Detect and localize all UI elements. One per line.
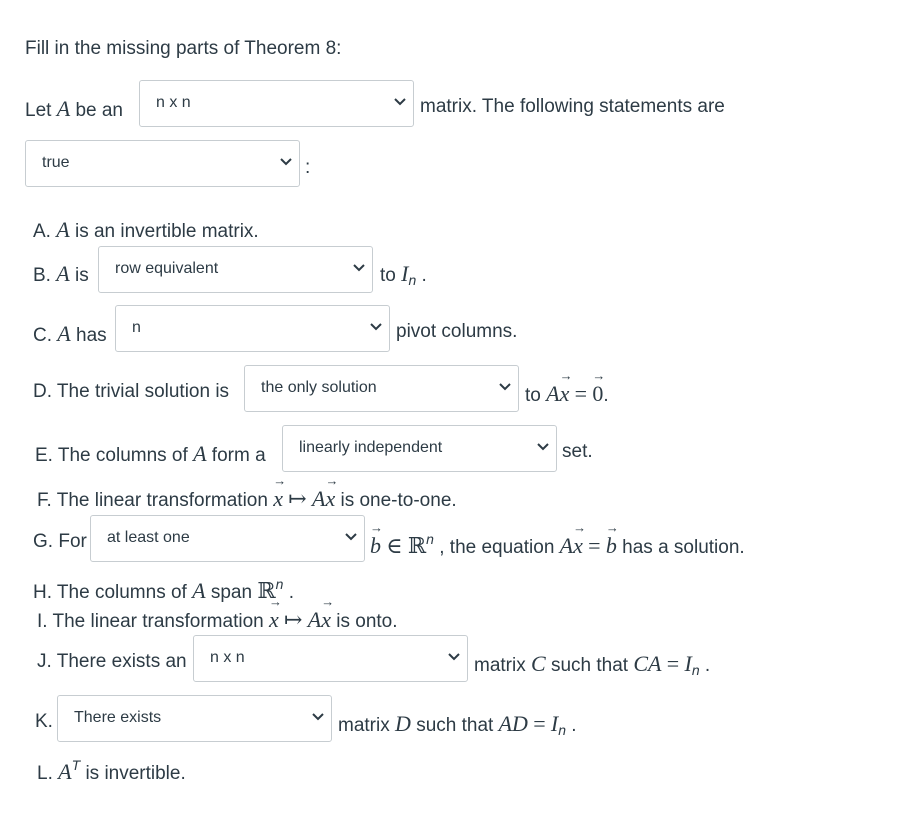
statement-k-after — [338, 711, 577, 738]
pivot-count-dropdown[interactable] — [115, 305, 390, 352]
statement-d-eq: = — [574, 381, 588, 406]
statement-f — [37, 486, 457, 512]
statement-f-x2: → x — [325, 486, 335, 512]
statement-e-after: set. — [562, 441, 593, 462]
statement-c-has: has — [76, 325, 107, 346]
statement-g-in: ∈ — [386, 533, 403, 558]
statement-l-after: is invertible. — [85, 763, 186, 784]
statement-j-prefix: J. There exists an — [37, 651, 187, 672]
statement-d-a: A — [546, 381, 560, 406]
statement-g-after — [370, 531, 745, 559]
quantifier-dropdown[interactable] — [90, 515, 365, 562]
truth-value: true — [42, 154, 70, 171]
statement-j-ca: CA — [633, 651, 662, 676]
statement-i — [37, 607, 398, 633]
row-equivalent-dropdown[interactable] — [98, 246, 373, 293]
statement-b-after — [380, 261, 427, 288]
statement-h-var: A — [192, 578, 206, 603]
statement-c-var: A — [57, 321, 71, 346]
chevron-down-icon — [279, 157, 293, 167]
statement-d-to: to — [525, 385, 541, 406]
statement-g-r: ℝ — [407, 533, 427, 558]
statement-k-d: D — [395, 711, 411, 736]
statement-b-is: is — [74, 265, 89, 286]
statement-d-after — [525, 381, 609, 407]
statement-j-i: I — [684, 651, 692, 676]
matrix-size-dropdown[interactable] — [139, 80, 414, 127]
statement-g-b2: → b — [606, 533, 617, 559]
truth-dropdown[interactable] — [25, 140, 300, 187]
quantifier-value: at least one — [107, 529, 190, 546]
statement-j-matrix: matrix — [474, 655, 526, 676]
intro-colon: : — [305, 157, 311, 178]
statement-i-after: is onto. — [336, 611, 398, 632]
statement-i-a: A — [307, 607, 322, 632]
statement-a-prefix: A. — [33, 221, 51, 242]
chevron-down-icon — [369, 322, 383, 332]
matrix-size-value: n x n — [156, 94, 191, 111]
statement-j-after — [474, 651, 710, 678]
chevron-down-icon — [352, 263, 366, 273]
statement-f-maps: ↦ — [288, 486, 307, 511]
statement-h-dot: . — [288, 582, 294, 603]
statement-k-dot: . — [571, 715, 577, 736]
statement-e — [35, 441, 266, 467]
intro-be-an: be an — [75, 100, 123, 121]
matrix-d-existence-value: There exists — [74, 709, 162, 726]
statement-b-to: to — [380, 265, 396, 286]
statement-j-such: such that — [550, 655, 629, 676]
statement-j-n: n — [691, 662, 700, 678]
statement-d-dot: . — [603, 385, 609, 406]
independence-value: linearly independent — [299, 439, 443, 456]
chevron-down-icon — [447, 652, 461, 662]
statement-f-after: is one-to-one. — [340, 490, 457, 511]
intro-after-matrix: matrix. The following statements are — [420, 96, 725, 117]
statement-d-zero: → 0 — [592, 381, 603, 407]
chevron-down-icon — [344, 532, 358, 542]
statement-j-eq: = — [666, 651, 680, 676]
statement-d-x: → x — [560, 381, 570, 407]
statement-e-var: A — [193, 441, 207, 466]
statement-k-ad: AD — [498, 711, 528, 736]
statement-b-i: I — [401, 261, 409, 286]
trivial-solution-dropdown[interactable] — [244, 365, 519, 412]
statement-b-var: A — [56, 261, 70, 286]
statement-k-such: such that — [416, 715, 494, 736]
statement-g-b: → b — [370, 533, 381, 559]
statement-k-matrix: matrix — [338, 715, 390, 736]
intro-let: Let — [25, 100, 52, 121]
statement-g-eq: = — [588, 533, 601, 558]
statement-g-text: has a solution. — [622, 537, 745, 558]
statement-a-var: A — [56, 217, 70, 242]
statement-b — [33, 261, 89, 287]
statement-b-dot: . — [421, 265, 427, 286]
statement-e-form: form a — [211, 445, 266, 466]
statement-e-prefix: E. The columns of — [35, 445, 188, 466]
statement-c — [33, 321, 107, 347]
statement-c-prefix: C. — [33, 325, 52, 346]
trivial-solution-value: the only solution — [261, 379, 377, 396]
intro-line — [25, 96, 123, 122]
statement-k-prefix: K. — [35, 711, 53, 732]
statement-h-prefix: H. The columns of — [33, 582, 187, 603]
statement-f-a: A — [311, 486, 326, 511]
independence-dropdown[interactable] — [282, 425, 557, 472]
statement-b-prefix: B. — [33, 265, 51, 286]
statement-k-n: n — [558, 722, 567, 738]
statement-a-text: is an invertible matrix. — [74, 221, 259, 242]
statement-i-maps: ↦ — [284, 607, 303, 632]
pivot-count-value: n — [132, 319, 141, 336]
chevron-down-icon — [311, 712, 325, 722]
statement-l-a: A — [58, 759, 72, 784]
statement-g-x: → x — [573, 533, 583, 559]
statement-h-span: span — [210, 582, 253, 603]
statement-i-x: → x — [269, 607, 279, 633]
statement-j-dot: . — [704, 655, 711, 676]
matrix-c-size-value: n x n — [210, 649, 245, 666]
matrix-d-existence-dropdown[interactable] — [57, 695, 332, 742]
statement-l-t: T — [71, 757, 81, 773]
statement-b-n: n — [408, 272, 417, 288]
statement-g-eq-text: , the equation — [439, 537, 555, 558]
statement-a — [33, 217, 259, 243]
statement-f-prefix: F. The linear transformation — [37, 490, 268, 511]
statement-d-prefix: D. The trivial solution is — [33, 381, 230, 402]
chevron-down-icon — [393, 97, 407, 107]
statement-h-r: ℝ — [257, 578, 276, 603]
row-equivalent-value: row equivalent — [115, 260, 219, 277]
chevron-down-icon — [498, 382, 512, 392]
chevron-down-icon — [536, 442, 550, 452]
statement-k-i: I — [550, 711, 559, 736]
page-title: Fill in the missing parts of Theorem 8: — [25, 38, 342, 59]
statement-g-a: A — [559, 533, 574, 558]
statement-j-c: C — [531, 651, 546, 676]
statement-l-prefix: L. — [37, 763, 53, 784]
statement-i-x2: → x — [321, 607, 331, 633]
statement-i-prefix: I. The linear transformation — [37, 611, 264, 632]
statement-k-eq: = — [533, 711, 546, 736]
intro-var-a: A — [56, 96, 71, 121]
statement-f-x: → x — [273, 486, 283, 512]
statement-h — [33, 576, 294, 604]
matrix-c-size-dropdown[interactable] — [193, 635, 468, 682]
statement-g-prefix: G. For — [33, 531, 87, 552]
statement-l — [37, 757, 186, 785]
statement-c-after: pivot columns. — [396, 321, 518, 342]
statement-h-n: n — [275, 576, 284, 592]
statement-g-n: n — [426, 531, 434, 547]
